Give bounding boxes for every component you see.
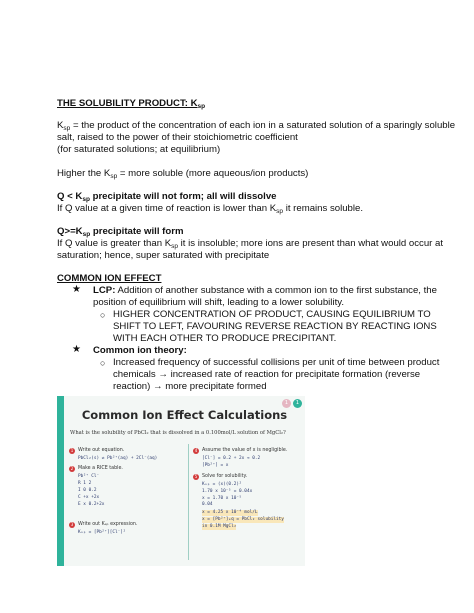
rice-row-r: R 1 2	[78, 481, 92, 486]
page-title: THE SOLUBILITY PRODUCT: $K_{sp}$	[57, 98, 206, 110]
step-5-line-1: Kₛₚ = (x)(0.2)²	[202, 482, 242, 487]
step-3-label: Write out Kₛₚ expression.	[78, 522, 138, 527]
panel-question: What is the solubility of PbCl₂ that is dissolved in a 0.100mol/L solution of MgCl₂?	[70, 430, 286, 436]
step-5-label: Solve for solubility.	[202, 474, 248, 479]
step-5-line-6: x = [Pb²⁺]ₑq = PbCl₂ solubility	[202, 517, 284, 522]
theory-line-3: reaction) → more precipitate formed	[113, 381, 267, 392]
page-badge: 1	[293, 399, 302, 408]
higher-ksp-line: Higher the $K_{sp}$ = more soluble (more aqueous/ion products)	[57, 168, 309, 180]
step-5-line-4: 0.04	[202, 502, 213, 507]
step-3-equation: Kₛₚ = [Pb²⁺][Cl⁻]²	[78, 530, 126, 535]
theory-line-1: Increased frequency of successful collisions per unit of time between product	[113, 357, 440, 368]
common-ion-theory-label: Common ion theory:	[93, 345, 187, 356]
q-more-text-2: saturation; hence, super saturated with precipitate	[57, 250, 270, 261]
step-4-label: Assume the value of x is negligible.	[202, 448, 288, 453]
calculation-image-panel	[57, 396, 305, 566]
step-2-label: Make a RICE table.	[78, 466, 123, 471]
star-bullet-icon: ★	[72, 344, 81, 355]
q-more-text-1: If Q value is greater than $K_{sp}$ it is insoluble; more ions are present than what would occur at	[57, 238, 444, 250]
step-4-line-1: [Cl⁻] = 0.2 + 2x ≈ 0.2	[202, 456, 261, 461]
step-4-icon: 4	[194, 448, 198, 453]
rice-header: Pb²⁺ Cl⁻	[78, 474, 100, 479]
circle-bullet-icon: ○	[100, 358, 106, 368]
step-4-line-2: [Pb²⁺] = x	[202, 463, 229, 468]
ksp-definition-line-2: salt, raised to the power of their stoichiometric coefficient	[57, 132, 298, 143]
rice-row-i: I 0 0.2	[78, 488, 97, 493]
lcp-sub-line-3: WITH EACH OTHER TO PRODUCE PRECIPITANT.	[113, 333, 337, 344]
step-5-line-3: x = 1.70 x 10⁻⁵	[202, 496, 242, 501]
star-bullet-icon: ★	[72, 284, 81, 295]
panel-title: Common Ion Effect Calculations	[81, 408, 288, 422]
ksp-definition-line-3: (for saturated solutions; at equilibrium)	[57, 144, 221, 155]
step-5-line-2: 1.70 x 10⁻⁵ = 0.04x	[202, 489, 253, 494]
q-less-text: If Q value at a given time of reaction is lower than $K_{sp}$ it remains soluble.	[57, 203, 364, 215]
step-2-icon: 2	[70, 466, 74, 471]
rice-row-e: E x 0.2+2x	[78, 502, 105, 507]
common-ion-heading: COMMON ION EFFECT	[57, 273, 162, 284]
step-3-icon: 3	[70, 522, 74, 527]
lcp-sub-line-2: SHIFT TO LEFT, FAVOURING REVERSE REACTION BY REACTING IONS	[113, 321, 437, 332]
circle-bullet-icon: ○	[100, 310, 106, 320]
step-1-equation: PbCl₂(s) ⇌ Pb²⁺(aq) + 2Cl⁻(aq)	[78, 456, 158, 461]
step-1-label: Write out equation.	[78, 448, 125, 453]
step-1-icon: 1	[70, 448, 74, 453]
lcp-line-1: LCP: Addition of another substance with a common ion to the first substance, the	[93, 285, 437, 296]
q-more-heading: $Q>=K_{sp}$ precipitate will form	[57, 226, 184, 238]
ksp-definition-line-1: $K_{sp}$ = the product of the concentration of each ion in a saturated solution of a sparingly soluble	[57, 120, 456, 132]
q-less-heading: $Q < K_{sp}$ precipitate will not form; all will dissolve	[57, 191, 277, 203]
step-5-line-5: x = 4.25 x 10⁻⁴ mol/L	[202, 510, 258, 515]
lcp-line-2: position of equilibrium will shift, leading to a lower solubility.	[93, 297, 344, 308]
rice-row-c: C +x +2x	[78, 495, 100, 500]
column-divider	[188, 444, 189, 560]
theory-line-2: chemicals → increased rate of reaction for precipitate formation (reverse	[113, 369, 421, 380]
lcp-sub-line-1: HIGHER CONCENTRATION OF PRODUCT, CAUSING EQUILIBRIUM TO	[113, 309, 431, 320]
page-badge: 1	[282, 399, 291, 408]
step-5-icon: 5	[194, 474, 198, 479]
step-5-line-7: in 0.1M MgCl₂	[202, 524, 237, 529]
